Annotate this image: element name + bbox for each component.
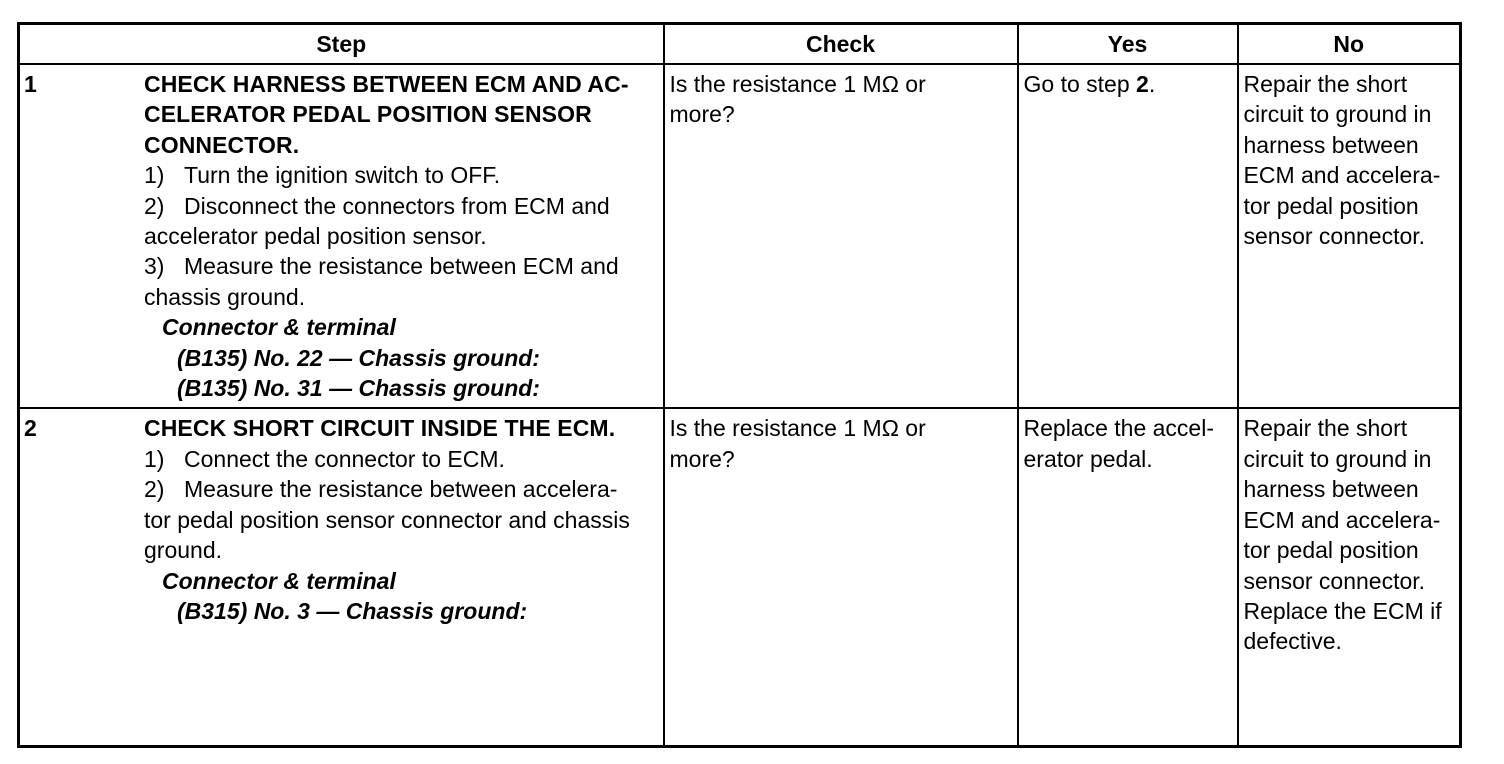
terminal-spec: (B135) No. 31 — Chassis ground: xyxy=(177,375,540,402)
terminal-spec: (B135) No. 22 — Chassis ground: xyxy=(177,344,540,371)
diagnostic-table xyxy=(17,22,1462,748)
procedure-item: 2) Disconnect the connectors from ECM and accelerator pedal position sensor. xyxy=(144,192,610,250)
header-row xyxy=(19,24,1461,65)
terminal-spec: (B315) No. 3 — Chassis ground: xyxy=(177,597,528,624)
step-title: CHECK SHORT CIRCUIT INSIDE THE ECM. xyxy=(144,415,616,442)
check-text: more? xyxy=(669,445,735,472)
check-cell xyxy=(664,64,1018,408)
connector-terminal-label: Connector & terminal xyxy=(162,567,396,594)
check-cell xyxy=(664,408,1018,747)
header-step: Step xyxy=(19,24,664,65)
no-text: Repair the short circuit to ground in harness between ECM and accelera- tor pedal position sensor connector. Replace the ECM if defective. xyxy=(1243,415,1442,655)
yes-text: Go to step xyxy=(1023,71,1137,97)
yes-text: erator pedal. xyxy=(1023,445,1153,472)
no-cell xyxy=(1238,64,1461,408)
procedure-item: 2) Measure the resistance between accelera- tor pedal position sensor connector and chassis ground. xyxy=(144,476,630,564)
yes-cell: Go to step 2. xyxy=(1018,64,1238,408)
table-row xyxy=(19,408,1461,747)
no-cell xyxy=(1238,408,1461,747)
step-number: 1 xyxy=(24,71,37,97)
header-no: No xyxy=(1238,24,1461,65)
step-cell xyxy=(19,408,664,747)
header-check: Check xyxy=(664,24,1018,65)
yes-step-ref: 2 xyxy=(1136,71,1149,97)
check-text: more? xyxy=(669,101,735,128)
step-cell xyxy=(19,64,664,408)
connector-terminal-label: Connector & terminal xyxy=(162,314,396,341)
procedure-item: 1) Turn the ignition switch to OFF. xyxy=(144,162,501,189)
step-number: 2 xyxy=(24,415,37,442)
procedure-item: 3) Measure the resistance between ECM and chassis ground. xyxy=(144,253,619,310)
check-text: Is the resistance 1 MΩ or xyxy=(669,71,926,97)
yes-cell xyxy=(1018,408,1238,747)
no-text: Repair the short circuit to ground in harness between ECM and accelera- tor pedal position sensor connector. xyxy=(1243,71,1441,250)
table-row xyxy=(19,64,1461,408)
header-yes: Yes xyxy=(1018,24,1238,65)
procedure-item: 1) Connect the connector to ECM. xyxy=(144,445,505,472)
check-text: Is the resistance 1 MΩ or xyxy=(669,415,926,442)
step-title: CHECK HARNESS BETWEEN ECM AND AC- CELERATOR PEDAL POSITION SENSOR CONNECTOR. xyxy=(144,71,629,158)
yes-text: Replace the accel- xyxy=(1023,415,1214,442)
